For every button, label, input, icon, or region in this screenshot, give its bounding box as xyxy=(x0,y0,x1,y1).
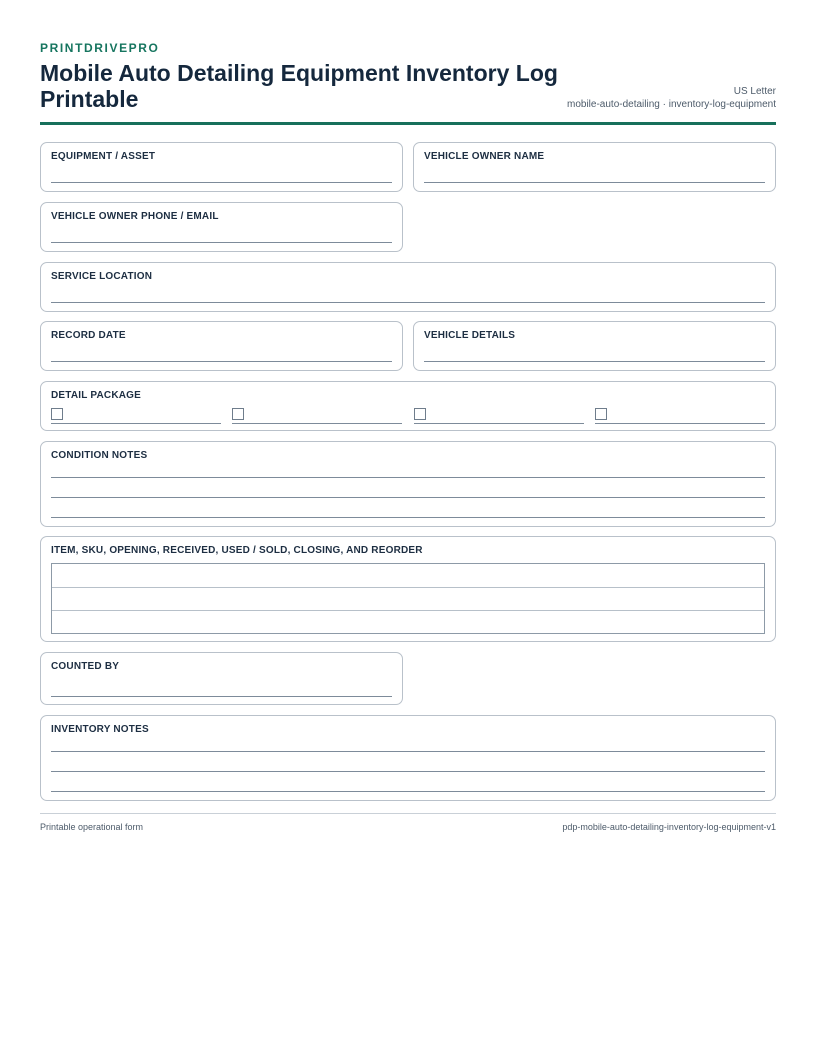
inventory-table[interactable] xyxy=(51,563,765,634)
option-line xyxy=(595,423,765,424)
equipment-asset-label: EQUIPMENT / ASSET xyxy=(51,151,156,162)
condition-notes-field[interactable] xyxy=(40,441,776,527)
equipment-asset-field[interactable] xyxy=(40,142,403,192)
document-slug: mobile-auto-detailing · inventory-log-equipment xyxy=(567,99,776,110)
counted-by-field[interactable] xyxy=(40,652,403,705)
detail-package-option[interactable] xyxy=(51,408,221,424)
vehicle-owner-name-label: VEHICLE OWNER NAME xyxy=(424,151,545,162)
vehicle-details-field[interactable] xyxy=(413,321,776,371)
detail-package-option[interactable] xyxy=(232,408,402,424)
note-line xyxy=(51,477,765,478)
note-line xyxy=(51,751,765,752)
vehicle-details-label: VEHICLE DETAILS xyxy=(424,330,516,341)
table-row-divider xyxy=(52,587,764,588)
option-line xyxy=(51,423,221,424)
footer-description: Printable operational form xyxy=(40,822,144,832)
option-line xyxy=(414,423,584,424)
inventory-notes-field[interactable] xyxy=(40,715,776,801)
footer-form-id: pdp-mobile-auto-detailing-inventory-log-equipment-v1 xyxy=(562,822,776,832)
vehicle-details-line xyxy=(424,361,765,362)
detail-package-label: DETAIL PACKAGE xyxy=(51,390,142,401)
service-location-line xyxy=(51,302,765,303)
checkbox[interactable] xyxy=(232,408,244,420)
paper-size: US Letter xyxy=(733,86,776,97)
document-meta xyxy=(567,85,776,111)
inventory-notes-label: INVENTORY NOTES xyxy=(51,724,149,735)
service-location-field[interactable] xyxy=(40,262,776,312)
detail-package-field xyxy=(40,381,776,431)
vehicle-owner-name-field[interactable] xyxy=(413,142,776,192)
table-row-divider xyxy=(52,610,764,611)
note-line xyxy=(51,771,765,772)
checkbox[interactable] xyxy=(414,408,426,420)
inventory-table-label: ITEM, SKU, OPENING, RECEIVED, USED / SOLD, CLOSING, AND REORDER xyxy=(51,545,423,556)
condition-notes-label: CONDITION NOTES xyxy=(51,450,148,461)
option-line xyxy=(232,423,402,424)
checkbox[interactable] xyxy=(51,408,63,420)
record-date-field[interactable] xyxy=(40,321,403,371)
counted-by-label: COUNTED BY xyxy=(51,661,120,672)
vehicle-owner-contact-line xyxy=(51,242,392,243)
record-date-line xyxy=(51,361,392,362)
brand-name: PRINTDRIVEPRO xyxy=(40,41,160,55)
note-line xyxy=(51,497,765,498)
page-title: Mobile Auto Detailing Equipment Inventory Log Printable xyxy=(40,60,558,112)
detail-package-option[interactable] xyxy=(414,408,584,424)
counted-by-line xyxy=(51,696,392,697)
inventory-table-section xyxy=(40,536,776,642)
footer-divider xyxy=(40,813,776,814)
checkbox[interactable] xyxy=(595,408,607,420)
vehicle-owner-contact-label: VEHICLE OWNER PHONE / EMAIL xyxy=(51,211,219,222)
note-line xyxy=(51,791,765,792)
record-date-label: RECORD DATE xyxy=(51,330,126,341)
service-location-label: SERVICE LOCATION xyxy=(51,271,153,282)
note-line xyxy=(51,517,765,518)
vehicle-owner-name-line xyxy=(424,182,765,183)
header-divider xyxy=(40,122,776,125)
equipment-asset-line xyxy=(51,182,392,183)
vehicle-owner-contact-field[interactable] xyxy=(40,202,403,252)
detail-package-option[interactable] xyxy=(595,408,765,424)
